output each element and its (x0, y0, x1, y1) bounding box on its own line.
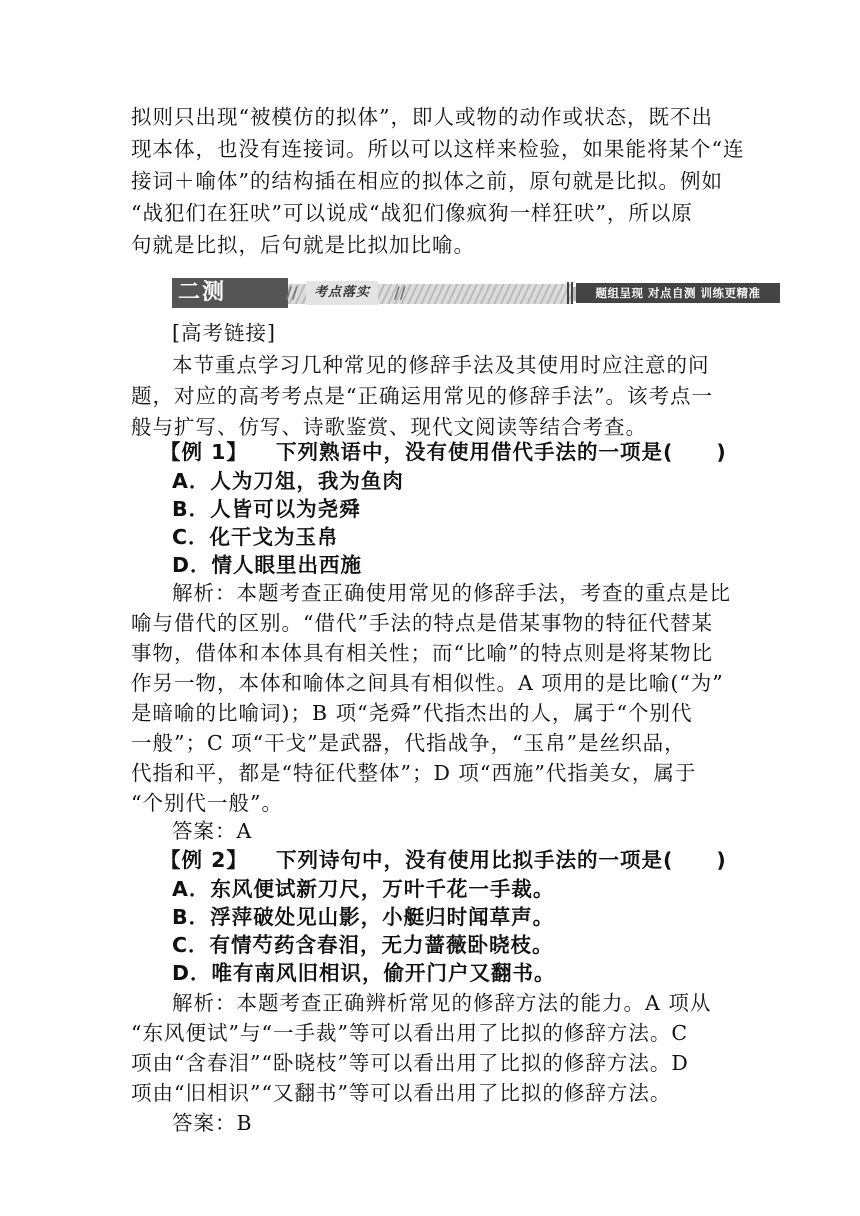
example-2-label: 【例 2】 (160, 848, 248, 872)
example-1-label: 【例 1】 (160, 440, 248, 464)
link-line: 题，对应的高考考点是“正确运用常见的修辞手法”。该考点一 (131, 384, 713, 408)
link-line: 般与扩写、仿写、诗歌鉴赏、现代文阅读等结合考查。 (131, 415, 647, 439)
example-1-question: 下列熟语中，没有使用借代手法的一项是( ) (276, 440, 727, 464)
analysis-line: 代指和平，都是“特征代整体”；D 项“西施”代指美女，属于 (131, 761, 697, 785)
slash-icon: // (394, 283, 406, 302)
analysis-line: “东风便试”与“一手裁”等可以看出用了比拟的修辞方法。C (131, 1021, 689, 1045)
example-2-option: D．唯有南风旧相识，偷开门户又翻书。 (172, 961, 556, 985)
analysis-line: 项由“含春泪”“卧晓枝”等可以看出用了比拟的修辞方法。D (131, 1051, 689, 1075)
answer: 答案：B (172, 1111, 253, 1135)
analysis-line: 解析：本题考查正确使用常见的修辞手法，考查的重点是比 (172, 581, 731, 605)
example-2-option: C．有情芍药含春泪，无力蔷薇卧晓枝。 (172, 933, 554, 957)
banner-middle-text: 考点落实 (306, 281, 378, 305)
analysis-line: 是暗喻的比喻词)；B 项“尧舜”代指杰出的人，属于“个别代 (131, 701, 693, 725)
intro-line: 句就是比拟，后句就是比拟加比喻。 (131, 233, 475, 257)
analysis-line: “个别代一般”。 (131, 791, 283, 815)
example-1-option: C．化干戈为玉帛 (172, 525, 339, 549)
link-line: 本节重点学习几种常见的修辞手法及其使用时应注意的问 (172, 353, 710, 377)
analysis-line: 一般”；C 项“干戈”是武器，代指战争，“玉帛”是丝织品， (131, 731, 686, 755)
analysis-line: 事物，借体和本体具有相关性；而“比喻”的特点则是将某物比 (131, 641, 713, 665)
analysis-line: 解析：本题考查正确辨析常见的修辞方法的能力。A 项从 (172, 991, 712, 1015)
intro-line: 接词＋喻体”的结构插在相应的拟体之前，原句就是比拟。例如 (131, 169, 723, 193)
divider (571, 282, 573, 304)
example-1-option: A．人为刀俎，我为鱼肉 (172, 469, 404, 493)
banner-tag: 二测 (172, 278, 288, 308)
example-2-option: B．浮萍破处见山影，小艇归时闻草声。 (172, 905, 555, 929)
divider (567, 282, 569, 304)
section-banner (172, 278, 780, 308)
section-heading: [高考链接] (172, 321, 276, 345)
example-2-question: 下列诗句中，没有使用比拟手法的一项是( ) (276, 848, 727, 872)
analysis-line: 项由“旧相识”“又翻书”等可以看出用了比拟的修辞方法。 (131, 1081, 672, 1105)
example-1-option: B．人皆可以为尧舜 (172, 497, 361, 521)
analysis-line: 作另一物，本体和喻体之间具有相似性。A 项用的是比喻(“为” (131, 671, 724, 695)
example-2-option: A．东风便试新刀尺，万叶千花一手裁。 (172, 877, 555, 901)
banner-right-text: 题组呈现 对点自测 训练更精准 (576, 283, 780, 303)
intro-line: 现本体，也没有连接词。所以可以这样来检验，如果能将某个“连 (131, 137, 745, 161)
example-1-option: D．情人眼里出西施 (172, 553, 363, 577)
slash-icon: // (286, 283, 298, 302)
intro-line: 拟则只出现“被模仿的拟体”，即人或物的动作或状态，既不出 (131, 105, 713, 129)
analysis-line: 喻与借代的区别。“借代”手法的特点是借某事物的特征代替某 (131, 611, 713, 635)
answer: 答案：A (172, 819, 253, 843)
intro-line: “战犯们在狂吠”可以说成“战犯们像疯狗一样狂吠”，所以原 (131, 201, 693, 225)
